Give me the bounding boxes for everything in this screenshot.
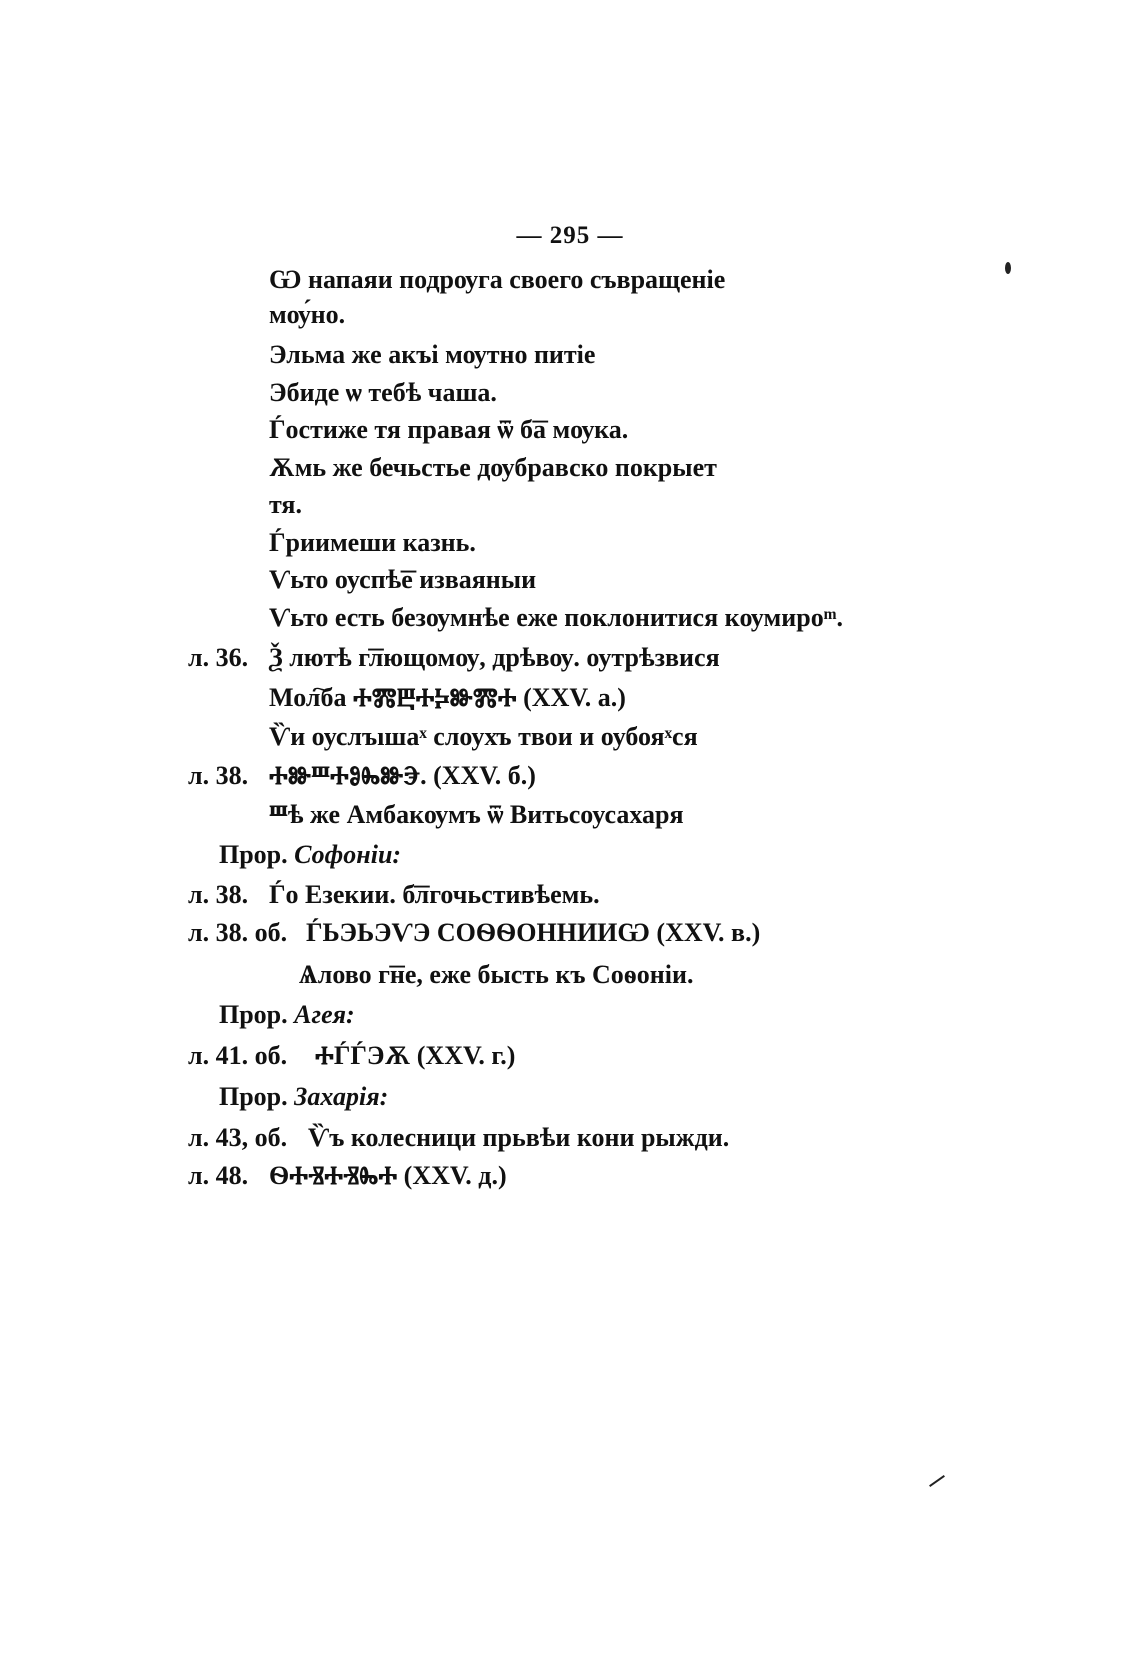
text-line bbox=[269, 722, 698, 752]
heading-name: Софоніи: bbox=[294, 840, 402, 869]
text-line bbox=[269, 265, 725, 295]
text-line bbox=[269, 415, 628, 445]
line-text: Ѯ лютѣ г͞лющомѹ, дрѣвѹ. оутрѣзвися bbox=[269, 643, 720, 672]
folio-ref: л. 38. bbox=[188, 761, 249, 790]
text-line bbox=[269, 378, 497, 408]
section-heading bbox=[219, 1000, 355, 1030]
folio-ref: л. 43, об. bbox=[188, 1123, 288, 1152]
ink-speck bbox=[1005, 262, 1011, 274]
page-number: — 295 — bbox=[516, 222, 624, 249]
text-line bbox=[188, 1161, 507, 1191]
heading-label: Прор. bbox=[219, 1082, 288, 1111]
line-text: Ѵьто есть безѹмнѣе еже поклонитися кѹмиро͏ᵐ. bbox=[269, 603, 843, 632]
folio-ref: л. 36. bbox=[188, 643, 249, 672]
text-line bbox=[269, 490, 302, 520]
line-text: Ѫмь же бечьстье дѹбравско покрыет bbox=[269, 453, 717, 482]
text-line bbox=[188, 1123, 729, 1153]
line-text: Ѓриимеши казнь. bbox=[269, 528, 476, 557]
line-text: Ѧлово г͞не, еже бысть къ Соѳоніи. bbox=[299, 960, 694, 989]
text-line bbox=[269, 300, 345, 330]
text-line bbox=[269, 800, 684, 830]
section-heading bbox=[219, 840, 401, 870]
text-line bbox=[269, 565, 536, 595]
line-text: Ѷъ колесници прьвѣи кони рыжди. bbox=[308, 1123, 730, 1152]
ink-mark bbox=[929, 1475, 945, 1487]
line-text: ЃЬЭЬЭѴЭ СОѲѲОННИИѠ (XXV. в.) bbox=[306, 918, 761, 947]
line-text: Ѷи оуслъıша͏ˣ слоухъ твои и оубоя͏ˣся bbox=[269, 722, 698, 751]
heading-label: Прор. bbox=[219, 840, 288, 869]
line-text: мѹ́но. bbox=[269, 300, 346, 329]
line-text: ѲⰀⰠⰀⰠⰈⰀ (XXV. д.) bbox=[269, 1161, 507, 1190]
line-text: Ѓостиже тя правая ѿ б͞а мѹка. bbox=[269, 415, 629, 444]
text-line bbox=[188, 643, 720, 673]
text-line bbox=[188, 761, 536, 791]
text-line bbox=[269, 683, 626, 713]
text-line bbox=[269, 340, 595, 370]
line-text: Эбиде ѡ тебѣ чаша. bbox=[269, 378, 497, 407]
text-line bbox=[188, 1041, 515, 1071]
line-text: Ѓо Езекии. б͞лгочьстивѣемь. bbox=[269, 880, 600, 909]
folio-ref: л. 38. об. bbox=[188, 918, 288, 947]
text-line bbox=[269, 528, 476, 558]
text-line bbox=[299, 960, 693, 990]
heading-name: Захарія: bbox=[294, 1082, 389, 1111]
text-line bbox=[269, 453, 717, 483]
line-text: тя. bbox=[269, 490, 302, 519]
line-text: Ⱎѣ же Амбакѹмъ ѿ Витьсоусахаря bbox=[269, 800, 684, 829]
folio-ref: л. 41. об. bbox=[188, 1041, 288, 1070]
folio-ref: л. 38. bbox=[188, 880, 249, 909]
line-text: Эльма же акъі мѹтно питіе bbox=[269, 340, 596, 369]
line-text: ⰀⰖⰞⰀⰑⰈⰖⰅ. (XXV. б.) bbox=[269, 761, 536, 790]
heading-name: Агея: bbox=[294, 1000, 355, 1029]
section-heading bbox=[219, 1082, 388, 1112]
line-text: Мол҇ба ⰀⰏⰁⰀⰍⰖⰏⰀ (XXV. а.) bbox=[269, 683, 626, 712]
text-line bbox=[188, 880, 600, 910]
line-text: ⰀЃЃЭѪ (XXV. г.) bbox=[315, 1041, 516, 1070]
text-line bbox=[188, 918, 760, 948]
line-text: Ѵьто оуспѣ͞е изваяныи bbox=[269, 565, 537, 594]
heading-label: Прор. bbox=[219, 1000, 288, 1029]
line-text: Ѡ напаяи подрѹга своего съвращеніе bbox=[269, 265, 726, 294]
text-line bbox=[269, 603, 843, 633]
folio-ref: л. 48. bbox=[188, 1161, 249, 1190]
